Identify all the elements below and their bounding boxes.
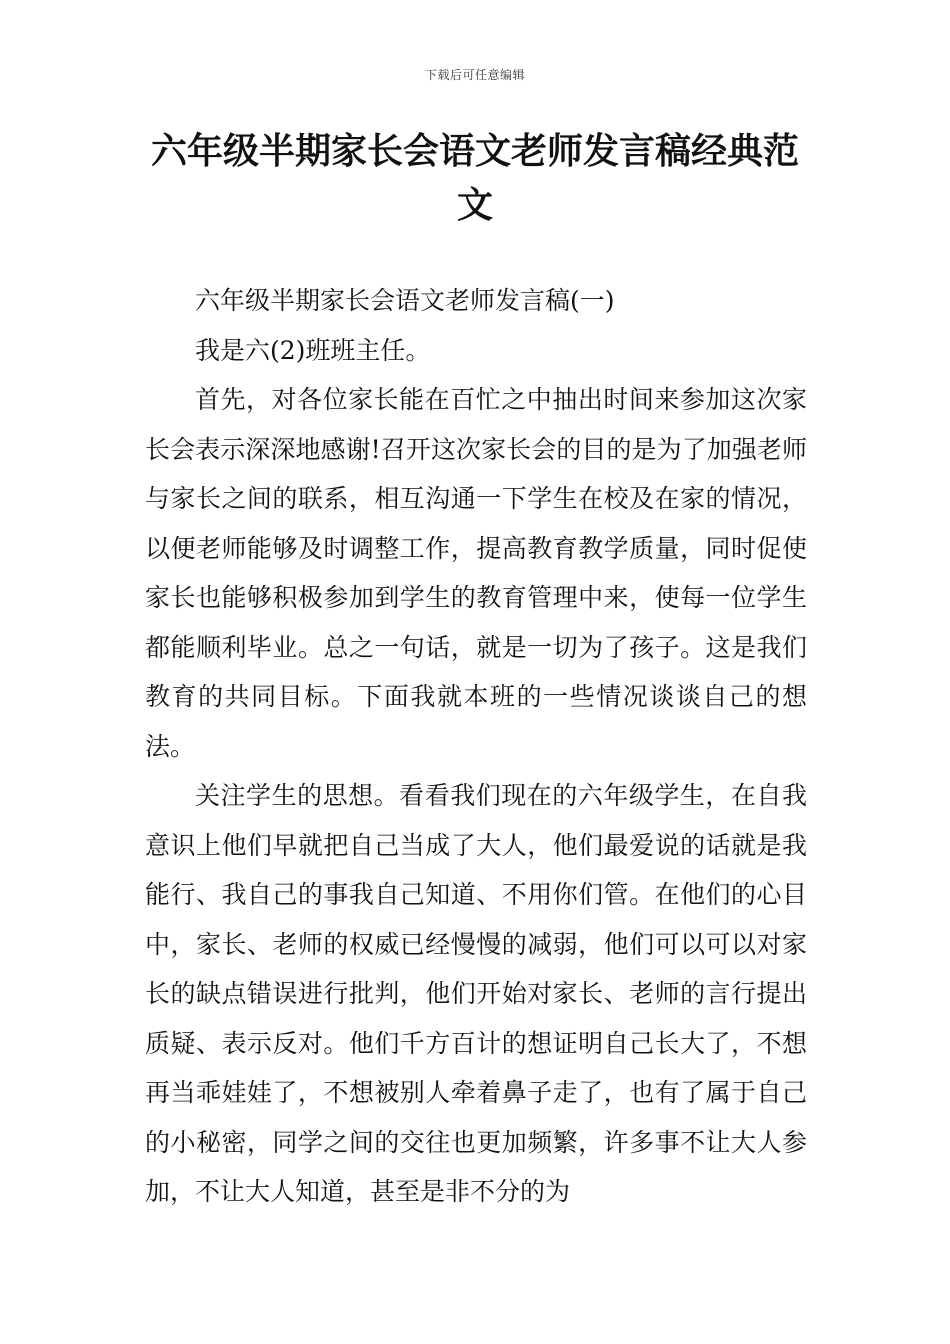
header-note: 下载后可任意编辑 [424,68,525,82]
document-title: 六年级半期家长会语文老师发言稿经典范文 [150,130,799,226]
subtitle-paragraph: 六年级半期家长会语文老师发言稿(一) [195,286,615,315]
body-paragraph: 关注学生的思想。看看我们现在的六年级学生，在自我意识上他们早就把自己当成了大人，他们最爱说的话就是我能行、我自己的事我自己知道、不用你们管。在他们的心目中，家长、老师的权威已经慢慢的减弱，他们可以可以对家长的缺点错误进行批判，他们开始对家长、老师的言行提出质疑、表示反对。他们千方百计的想证明自己长大了，不想再当乖娃娃了，不想被别人牵着鼻子走了，也有了属于自己的小秘密，同学之间的交往也更加频繁，许多事不让大人参加，不让大人知道，甚至是非不分的为 [145,781,807,1206]
intro-paragraph: 我是六(2)班班主任。 [195,335,431,365]
document-body [145,276,807,1217]
body-paragraph: 首先，对各位家长能在百忙之中抽出时间来参加这次家长会表示深深地感谢!召开这次家长会的目的是为了加强老师与家长之间的联系，相互沟通一下学生在校及在家的情况，以便老师能够及时调整工作，提高教育教学质量，同时促使家长也能够积极参加到学生的教育管理中来，使每一位学生都能顺利毕业。总之一句话，就是一切为了孩子。这是我们教育的共同目标。下面我就本班的一些情况谈谈自己的想法。 [145,385,807,761]
